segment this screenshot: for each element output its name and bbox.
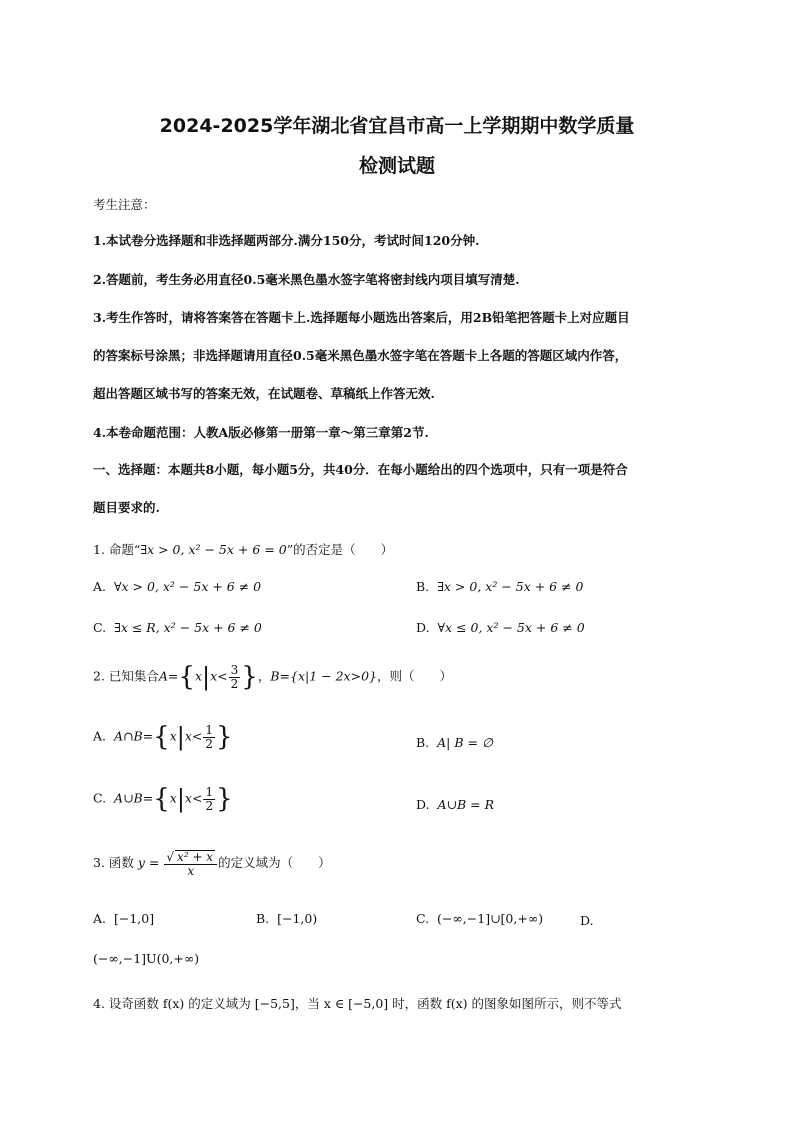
question-3-stem (93, 850, 331, 877)
option-text: (−∞,−1]∪[0,+∞) (437, 911, 544, 926)
section-1-intro-line2: 题目要求的. (93, 500, 160, 515)
option-text: ∀x > 0, x² − 5x + 6 ≠ 0 (113, 579, 262, 594)
question-3-option-c[interactable] (416, 911, 543, 926)
option-label: B. (416, 735, 430, 750)
option-pre: A∪B= (114, 790, 154, 806)
option-text: A| B = ∅ (437, 735, 493, 750)
option-label: D. (580, 913, 594, 928)
fraction-numerator: 3 (230, 663, 239, 677)
set-a-name: A= (158, 668, 179, 684)
fraction-denominator: 2 (205, 736, 214, 751)
notice-item-3-line1: 3.考生作答时，请将答案答在答题卡上.选择题每小题选出答案后，用2B铅笔把答题卡上对应题目 (93, 310, 630, 325)
option-label: B. (256, 911, 270, 926)
option-label: C. (93, 790, 107, 806)
set-var: x (169, 728, 177, 744)
question-1-stem-pre: 1. 命题“ (93, 542, 141, 557)
function-fraction (164, 850, 217, 877)
section-1-intro-line1: 一、选择题：本题共8小题，每小题5分，共40分．在每小题给出的四个选项中，只有一项是符合 (93, 462, 628, 477)
set-bar-icon: | (176, 785, 185, 814)
question-3-stem-pre: 3. 函数 (93, 855, 134, 871)
right-brace-icon: } (241, 662, 258, 693)
radicand: x² + x (177, 850, 214, 864)
option-text: ∃x ≤ R, x² − 5x + 6 ≠ 0 (114, 620, 262, 635)
question-1-option-c[interactable] (93, 620, 262, 635)
fraction-one-half (203, 724, 215, 750)
option-label: D. (416, 797, 430, 812)
set-a-var: x (194, 668, 203, 684)
exam-title-line1: 2024-2025学年湖北省宜昌市高一上学期期中数学质量 (159, 115, 635, 137)
question-2-option-b[interactable] (416, 735, 493, 750)
fraction-numerator: √ x² + x (164, 850, 217, 865)
right-brace-icon: } (216, 784, 233, 815)
set-bar-icon: | (176, 723, 185, 752)
right-brace-icon: } (216, 722, 233, 753)
set-var: x (169, 790, 177, 806)
question-4-stem: 4. 设奇函数 f(x) 的定义域为 [−5,5]，当 x ∈ [−5,0] 时，函数 f(x) 的图象如图所示，则不等式 (93, 996, 622, 1011)
question-2-stem-post: ，则（ ） (377, 668, 453, 684)
notice-item-4: 4.本卷命题范围：人教A版必修第一册第一章～第三章第2节. (93, 425, 429, 440)
set-b: B={x|1 − 2x>0} (270, 668, 377, 684)
question-1-option-b[interactable] (416, 579, 584, 594)
question-3-option-d-label[interactable] (580, 913, 594, 928)
option-label: A. (93, 579, 107, 594)
question-3-option-b[interactable] (256, 911, 317, 926)
option-label: B. (416, 579, 430, 594)
notice-item-3-line2: 的答案标号涂黑；非选择题请用直径0.5毫米黑色墨水签字笔在答题卡上各题的答题区域内作答， (93, 348, 628, 363)
question-1-option-a[interactable] (93, 579, 261, 594)
set-a-cond: x< (210, 668, 228, 684)
question-1-proposition: ∃x > 0, x² − 5x + 6 = 0 (140, 542, 287, 557)
set-cond: x< (184, 728, 203, 744)
option-text: ∃x > 0, x² − 5x + 6 ≠ 0 (437, 579, 584, 594)
fraction-denominator: 2 (230, 676, 239, 691)
left-brace-icon: { (153, 784, 170, 815)
function-y-eq: y = (137, 855, 160, 871)
exam-title-line2: 检测试题 (358, 155, 435, 177)
left-brace-icon: { (153, 722, 170, 753)
fraction-three-halves (229, 664, 241, 690)
option-pre: A∩B= (113, 728, 154, 744)
option-label: A. (93, 728, 107, 744)
question-2-stem (93, 662, 453, 693)
set-bar-icon: | (202, 663, 211, 692)
notice-item-3-line3: 超出答题区域书写的答案无效，在试题卷、草稿纸上作答无效. (93, 386, 435, 401)
question-2-stem-pre: 2. 已知集合 (93, 668, 159, 684)
question-3-option-d[interactable] (93, 951, 199, 966)
fraction-numerator: 1 (205, 723, 214, 737)
option-label: A. (93, 911, 107, 926)
notice-item-1: 1.本试卷分选择题和非选择题两部分.满分150分，考试时间120分钟. (93, 233, 480, 248)
set-cond: x< (184, 790, 203, 806)
question-2-option-a[interactable] (93, 722, 233, 753)
fraction-denominator: x (187, 863, 195, 878)
question-1-stem-post: ”的否定是（ ） (286, 542, 394, 557)
fraction-one-half (203, 786, 215, 812)
option-label: C. (93, 620, 107, 635)
question-3-stem-post: 的定义域为（ ） (218, 855, 331, 871)
question-3-option-a[interactable] (93, 911, 154, 926)
option-text: [−1,0] (113, 911, 155, 926)
question-1-option-d[interactable] (416, 620, 585, 635)
option-label: D. (416, 620, 430, 635)
fraction-numerator: 1 (205, 785, 214, 799)
notice-item-2: 2.答题前，考生务必用直径0.5毫米黑色墨水签字笔将密封线内项目填写清楚. (93, 272, 520, 287)
option-label: C. (416, 911, 430, 926)
notice-heading: 考生注意： (93, 197, 156, 212)
option-text: A∪B = R (437, 797, 495, 812)
option-text: [−1,0) (277, 911, 318, 926)
option-text: (−∞,−1]U(0,+∞) (93, 951, 200, 966)
question-2-separator: ， (257, 668, 271, 684)
left-brace-icon: { (178, 662, 195, 693)
question-2-option-c[interactable] (93, 784, 233, 815)
question-1-stem (93, 540, 393, 558)
question-2-option-d[interactable] (416, 797, 494, 812)
option-text: ∀x ≤ 0, x² − 5x + 6 ≠ 0 (437, 620, 585, 635)
fraction-denominator: 2 (205, 798, 214, 813)
